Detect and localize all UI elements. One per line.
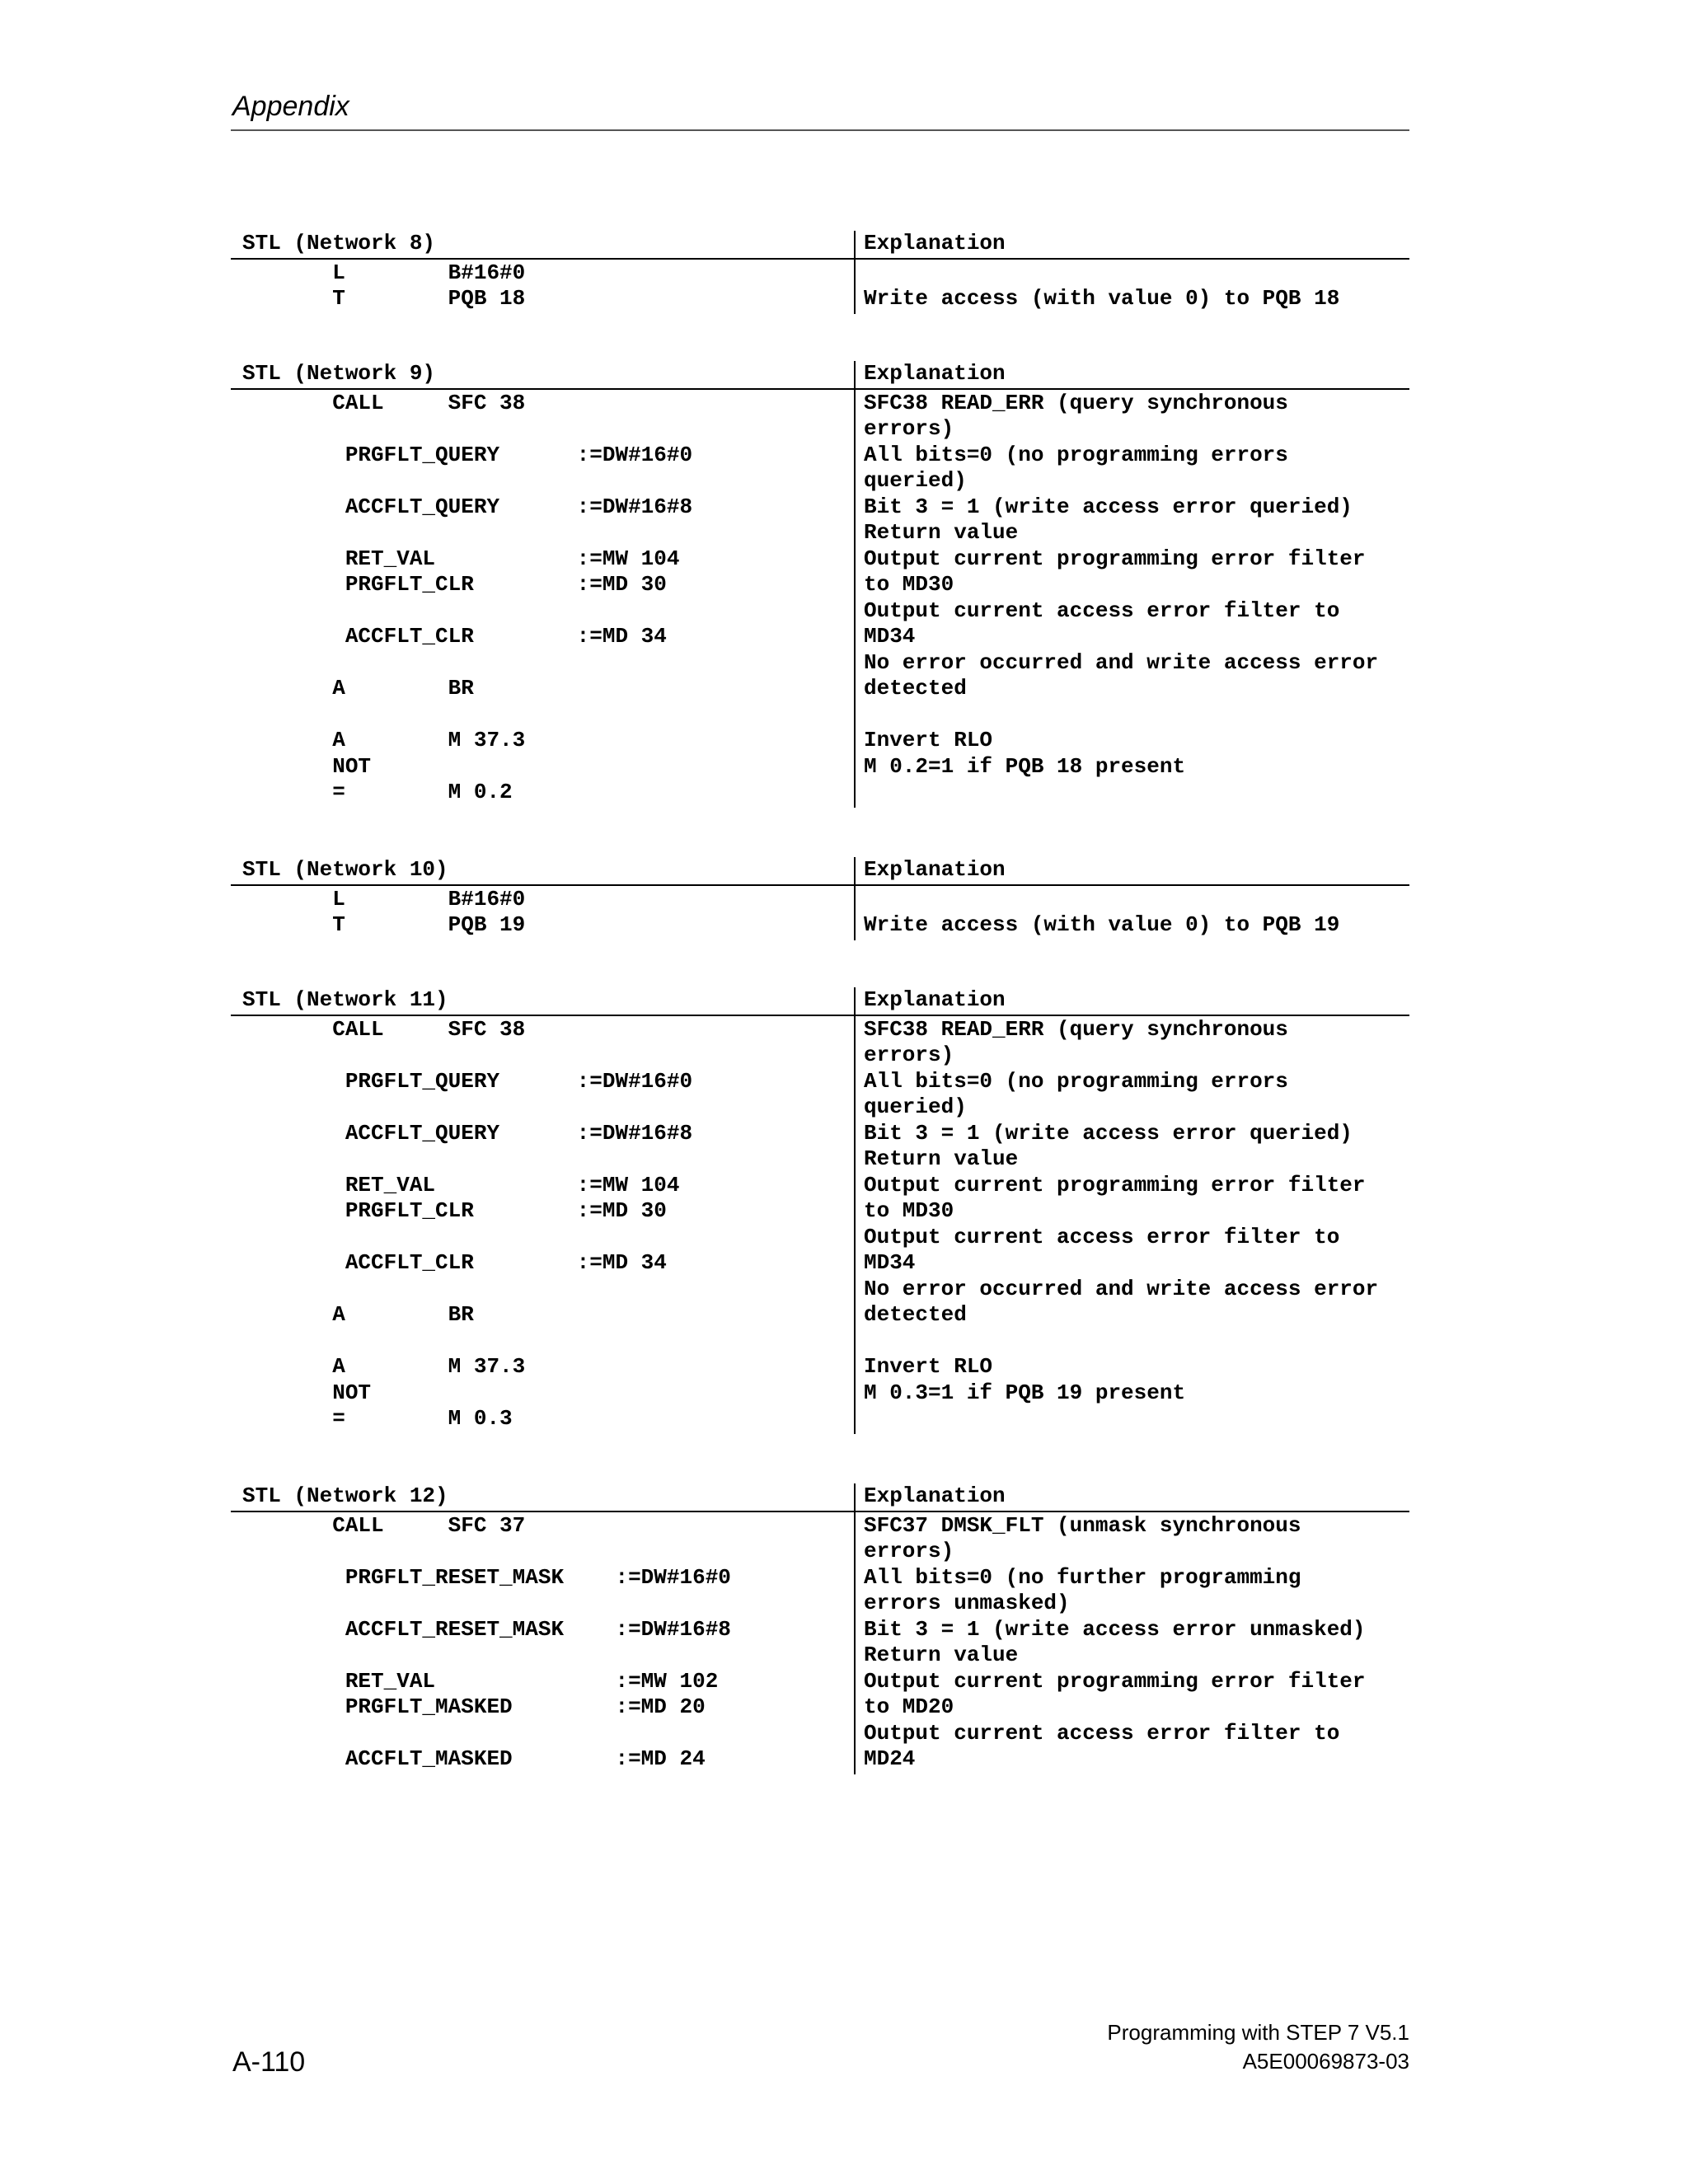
explanation-line: errors) <box>864 416 954 441</box>
explanation-line: Write access (with value 0) to PQB 19 <box>864 912 1340 937</box>
heading-rule <box>231 258 1409 260</box>
stl-block <box>231 361 1409 809</box>
explanation-line: M 0.2=1 if PQB 18 present <box>864 753 1186 779</box>
explanation-line: All bits=0 (no programming errors <box>864 1068 1288 1094</box>
code-line: A M 37.3 <box>242 1354 526 1379</box>
explanation-line: Bit 3 = 1 (write access error queried) <box>864 494 1353 519</box>
explanation-line: SFC38 READ_ERR (query synchronous <box>864 390 1288 415</box>
column-divider <box>854 987 856 1434</box>
column-divider <box>854 857 856 940</box>
code-line: CALL SFC 38 <box>242 390 526 415</box>
code-line: L B#16#0 <box>242 260 526 285</box>
code-line: CALL SFC 37 <box>242 1512 526 1538</box>
explanation-line: M 0.3=1 if PQB 19 present <box>864 1380 1186 1405</box>
explanation-line: Invert RLO <box>864 1354 993 1379</box>
explanation-line: MD24 <box>864 1746 916 1771</box>
explanation-line: No error occurred and write access error <box>864 1276 1379 1301</box>
explanation-line: to MD20 <box>864 1694 954 1719</box>
code-line: PRGFLT_QUERY :=DW#16#0 <box>242 442 693 467</box>
code-line: T PQB 18 <box>242 286 526 311</box>
code-line: PRGFLT_MASKED :=MD 20 <box>242 1694 706 1719</box>
explanation-line: errors) <box>864 1043 954 1067</box>
explanation-heading: Explanation <box>864 1483 1006 1508</box>
heading-rule <box>231 1511 1409 1512</box>
column-divider <box>854 361 856 808</box>
code-line: PRGFLT_CLR :=MD 30 <box>242 1198 667 1223</box>
code-line: ACCFLT_MASKED :=MD 24 <box>242 1746 706 1771</box>
explanation-line: Bit 3 = 1 (write access error queried) <box>864 1120 1353 1146</box>
stl-heading: STL (Network 11) <box>242 987 448 1012</box>
column-divider <box>854 1483 856 1774</box>
heading-rule <box>231 1015 1409 1016</box>
code-line: NOT <box>242 1380 372 1405</box>
stl-heading: STL (Network 8) <box>242 231 436 255</box>
code-line: = M 0.3 <box>242 1406 513 1431</box>
page-number: A-110 <box>232 2046 306 2078</box>
document-number: A5E00069873-03 <box>1242 2049 1409 2074</box>
code-line: A BR <box>242 1302 474 1327</box>
explanation-line: Output current programming error filter <box>864 1172 1366 1197</box>
stl-heading: STL (Network 12) <box>242 1483 448 1508</box>
stl-block <box>231 987 1409 1436</box>
explanation-line: Output current access error filter to <box>864 598 1340 623</box>
explanation-line: Invert RLO <box>864 728 993 752</box>
explanation-line: to MD30 <box>864 572 954 597</box>
code-line: T PQB 19 <box>242 912 526 937</box>
code-line: ACCFLT_CLR :=MD 34 <box>242 624 667 649</box>
explanation-heading: Explanation <box>864 361 1006 386</box>
explanation-heading: Explanation <box>864 987 1006 1012</box>
explanation-line: queried) <box>864 1094 967 1119</box>
heading-rule <box>231 388 1409 390</box>
explanation-line: SFC37 DMSK_FLT (unmask synchronous <box>864 1512 1301 1538</box>
stl-heading: STL (Network 9) <box>242 361 436 386</box>
explanation-line: No error occurred and write access error <box>864 649 1379 675</box>
header-rule <box>231 129 1409 131</box>
stl-heading: STL (Network 10) <box>242 857 448 882</box>
code-line: CALL SFC 38 <box>242 1016 526 1042</box>
code-line: = M 0.2 <box>242 780 513 804</box>
explanation-line: Output current programming error filter <box>864 1668 1366 1694</box>
code-line: ACCFLT_QUERY :=DW#16#8 <box>242 1120 693 1146</box>
book-title: Programming with STEP 7 V5.1 <box>1107 2020 1409 2045</box>
explanation-line: errors) <box>864 1539 954 1563</box>
stl-block <box>231 231 1409 316</box>
explanation-line: Return value <box>864 520 1019 545</box>
code-line: NOT <box>242 753 372 779</box>
explanation-line: Bit 3 = 1 (write access error unmasked) <box>864 1616 1366 1642</box>
explanation-line: Output current access error filter to <box>864 1720 1340 1746</box>
stl-block <box>231 1483 1409 1776</box>
explanation-heading: Explanation <box>864 857 1006 882</box>
code-line: RET_VAL :=MW 102 <box>242 1668 719 1694</box>
code-line: RET_VAL :=MW 104 <box>242 1172 680 1197</box>
code-line: A BR <box>242 676 474 701</box>
explanation-line: Write access (with value 0) to PQB 18 <box>864 286 1340 311</box>
explanation-line: queried) <box>864 468 967 493</box>
code-line: ACCFLT_QUERY :=DW#16#8 <box>242 494 693 519</box>
code-line: PRGFLT_QUERY :=DW#16#0 <box>242 1068 693 1094</box>
explanation-line: All bits=0 (no programming errors <box>864 442 1288 467</box>
code-line: PRGFLT_CLR :=MD 30 <box>242 572 667 597</box>
explanation-line: Return value <box>864 1643 1019 1667</box>
explanation-line: Return value <box>864 1146 1019 1171</box>
code-line: ACCFLT_CLR :=MD 34 <box>242 1250 667 1275</box>
explanation-line: detected <box>864 676 967 701</box>
explanation-line: Output current programming error filter <box>864 546 1366 571</box>
explanation-line: Output current access error filter to <box>864 1224 1340 1249</box>
explanation-line: SFC38 READ_ERR (query synchronous <box>864 1016 1288 1042</box>
column-divider <box>854 231 856 314</box>
code-line: RET_VAL :=MW 104 <box>242 546 680 571</box>
explanation-line: All bits=0 (no further programming <box>864 1564 1301 1590</box>
explanation-line: to MD30 <box>864 1198 954 1223</box>
explanation-heading: Explanation <box>864 231 1006 255</box>
explanation-line: detected <box>864 1302 967 1327</box>
explanation-line: errors unmasked) <box>864 1591 1070 1615</box>
explanation-line: MD34 <box>864 624 916 649</box>
explanation-line: MD34 <box>864 1250 916 1275</box>
heading-rule <box>231 884 1409 886</box>
code-line: L B#16#0 <box>242 886 526 912</box>
page-header-title: Appendix <box>232 91 349 122</box>
stl-block <box>231 857 1409 942</box>
code-line: ACCFLT_RESET_MASK :=DW#16#8 <box>242 1616 731 1642</box>
code-line: PRGFLT_RESET_MASK :=DW#16#0 <box>242 1564 731 1590</box>
code-line: A M 37.3 <box>242 728 526 752</box>
